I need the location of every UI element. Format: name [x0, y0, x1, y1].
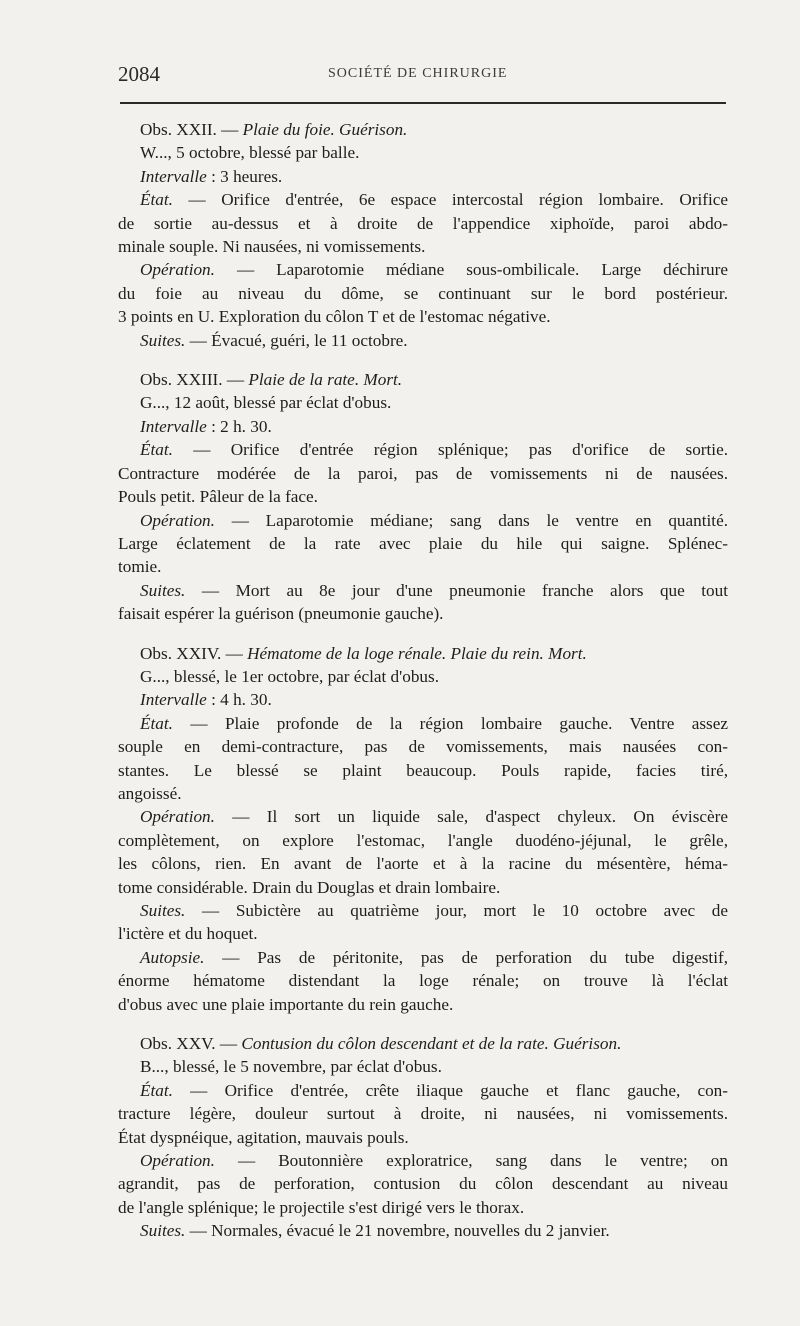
page-header: [118, 62, 728, 90]
obs-title: Plaie de la rate. Mort.: [248, 370, 403, 390]
obs-heading: [118, 118, 728, 141]
observation-xxiv: [118, 642, 728, 1017]
operation-line: du foie au niveau du dôme, se continuant sur le bord postérieur.: [118, 283, 728, 303]
etat-line: État. — Orifice d'entrée région splénique; pas d'orifice de sortie.: [140, 440, 728, 460]
obs-label: Obs. XXV. —: [140, 1034, 238, 1054]
obs-title: Hématome de la loge rénale. Plaie du rein. Mort.: [247, 643, 587, 663]
intervalle-line: [118, 688, 728, 711]
observation-xxiii: [118, 368, 728, 625]
obs-title: Contusion du côlon descendant et de la rate. Guérison.: [241, 1034, 622, 1054]
operation-label: Opération.: [140, 510, 215, 530]
intervalle-label: Intervalle: [140, 690, 207, 710]
suites-line: Suites. — Subictère au quatrième jour, mort le 10 octobre avec de: [140, 901, 728, 920]
etat-line: État. — Orifice d'entrée, crête iliaque gauche et flanc gauche, con-: [140, 1080, 728, 1100]
obs-heading: [118, 1032, 728, 1055]
etat-line: stantes. Le blessé se plaint beaucoup. Pouls rapide, facies tiré,: [118, 760, 728, 780]
etat-line: État. — Plaie profonde de la région lombaire gauche. Ventre assez: [140, 713, 728, 733]
obs-label: Obs. XXII. —: [140, 120, 239, 139]
operation-line: tomie.: [118, 557, 162, 577]
suites-label: Suites.: [140, 330, 186, 350]
operation-line: Opération. — Il sort un liquide sale, d'aspect chyleux. On éviscère: [140, 807, 729, 827]
obs-label: Obs. XXIII. —: [140, 370, 245, 390]
page-number: 2084: [118, 62, 160, 86]
intervalle-label: Intervalle: [140, 166, 207, 186]
obs-label: Obs. XXIV. —: [140, 643, 243, 663]
operation-line: Large éclatement de la rate avec plaie du hile qui saigne. Splénec-: [118, 533, 728, 553]
etat-label: État.: [140, 190, 173, 210]
intervalle-line: [118, 165, 728, 188]
observation-xxv: [118, 1032, 728, 1243]
etat-label: État.: [140, 1080, 173, 1100]
autopsie-label: Autopsie.: [140, 947, 205, 967]
etat-line: minale souple. Ni nausées, ni vomissements.: [118, 237, 426, 257]
obs-line: B..., blessé, le 5 novembre, par éclat d'obus.: [140, 1057, 442, 1077]
observation-xxii: [118, 118, 728, 352]
etat-label: État.: [140, 440, 173, 460]
suites-label: Suites.: [140, 580, 186, 600]
operation-line: Opération. — Laparotomie médiane; sang dans le ventre en quantité.: [140, 510, 729, 530]
obs-heading: [118, 368, 728, 391]
etat-line: souple en demi-contracture, pas de vomissements, mais nausées con-: [118, 737, 728, 757]
suites-line: faisait espérer la guérison (pneumonie gauche).: [118, 604, 444, 624]
intervalle-line: [118, 415, 728, 438]
operation-line: tome considérable. Drain du Douglas et drain lombaire.: [118, 877, 501, 897]
suites-label: Suites.: [140, 1221, 186, 1241]
obs-line: W..., 5 octobre, blessé par balle.: [140, 143, 360, 163]
operation-label: Opération.: [140, 260, 215, 280]
obs-line: G..., blessé, le 1er octobre, par éclat d'obus.: [140, 666, 440, 686]
operation-line: agrandit, pas de perforation, contusion du côlon descendant au niveau: [118, 1174, 728, 1194]
obs-heading: [118, 642, 728, 665]
operation-label: Opération.: [140, 807, 215, 827]
operation-line: Opération. — Boutonnière exploratrice, sang dans le ventre; on: [140, 1151, 728, 1171]
intervalle-value: : 3 heures.: [211, 166, 283, 186]
etat-label: État.: [140, 713, 173, 733]
body-text: [118, 118, 728, 1259]
etat-line: État dyspnéique, agitation, mauvais pouls.: [118, 1127, 409, 1147]
intervalle-value: : 4 h. 30.: [211, 690, 272, 710]
obs-title: Plaie du foie. Guérison.: [242, 120, 408, 139]
etat-line: Pouls petit. Pâleur de la face.: [118, 487, 318, 507]
etat-line: Contracture modérée de la paroi, pas de vomissements ni de nausées.: [118, 463, 728, 483]
operation-line: 3 points en U. Exploration du côlon T et de l'estomac négative.: [118, 307, 551, 327]
operation-line: Opération. — Laparotomie médiane sous-ombilicale. Large déchirure: [140, 260, 729, 280]
suites-line: l'ictère et du hoquet.: [118, 924, 258, 944]
suites-line: Suites. — Normales, évacué le 21 novembre, nouvelles du 2 janvier.: [140, 1221, 610, 1241]
suites-line: Suites. — Mort au 8e jour d'une pneumonie franche alors que tout: [140, 580, 729, 600]
operation-line: de l'angle splénique; le projectile s'est dirigé vers le thorax.: [118, 1197, 525, 1217]
etat-line: État. — Orifice d'entrée, 6e espace intercostal région lombaire. Orifice: [140, 190, 729, 210]
autopsie-line: Autopsie. — Pas de péritonite, pas de perforation du tube digestif,: [140, 947, 728, 967]
header-rule: [120, 102, 726, 104]
intervalle-label: Intervalle: [140, 416, 207, 436]
autopsie-line: énorme hématome distendant la loge rénale; on trouve là l'éclat: [118, 971, 728, 991]
autopsie-line: d'obus avec une plaie importante du rein gauche.: [118, 994, 454, 1014]
suites-label: Suites.: [140, 901, 186, 920]
operation-line: complètement, on explore l'estomac, l'angle duodéno-jéjunal, le grêle,: [118, 830, 728, 850]
obs-line: G..., 12 août, blessé par éclat d'obus.: [140, 393, 392, 413]
etat-line: de sortie au-dessus et à droite de l'appendice xiphoïde, paroi abdo-: [118, 213, 728, 233]
suites-line: Suites. — Évacué, guéri, le 11 octobre.: [140, 330, 408, 350]
operation-line: les côlons, rien. En avant de l'aorte et à la racine du mésentère, héma-: [118, 854, 728, 874]
running-title: SOCIÉTÉ DE CHIRURGIE: [328, 66, 508, 81]
operation-label: Opération.: [140, 1151, 215, 1171]
etat-line: tracture légère, douleur surtout à droite, ni nausées, ni vomissements.: [118, 1104, 728, 1124]
etat-line: angoissé.: [118, 783, 182, 803]
intervalle-value: : 2 h. 30.: [211, 416, 272, 436]
